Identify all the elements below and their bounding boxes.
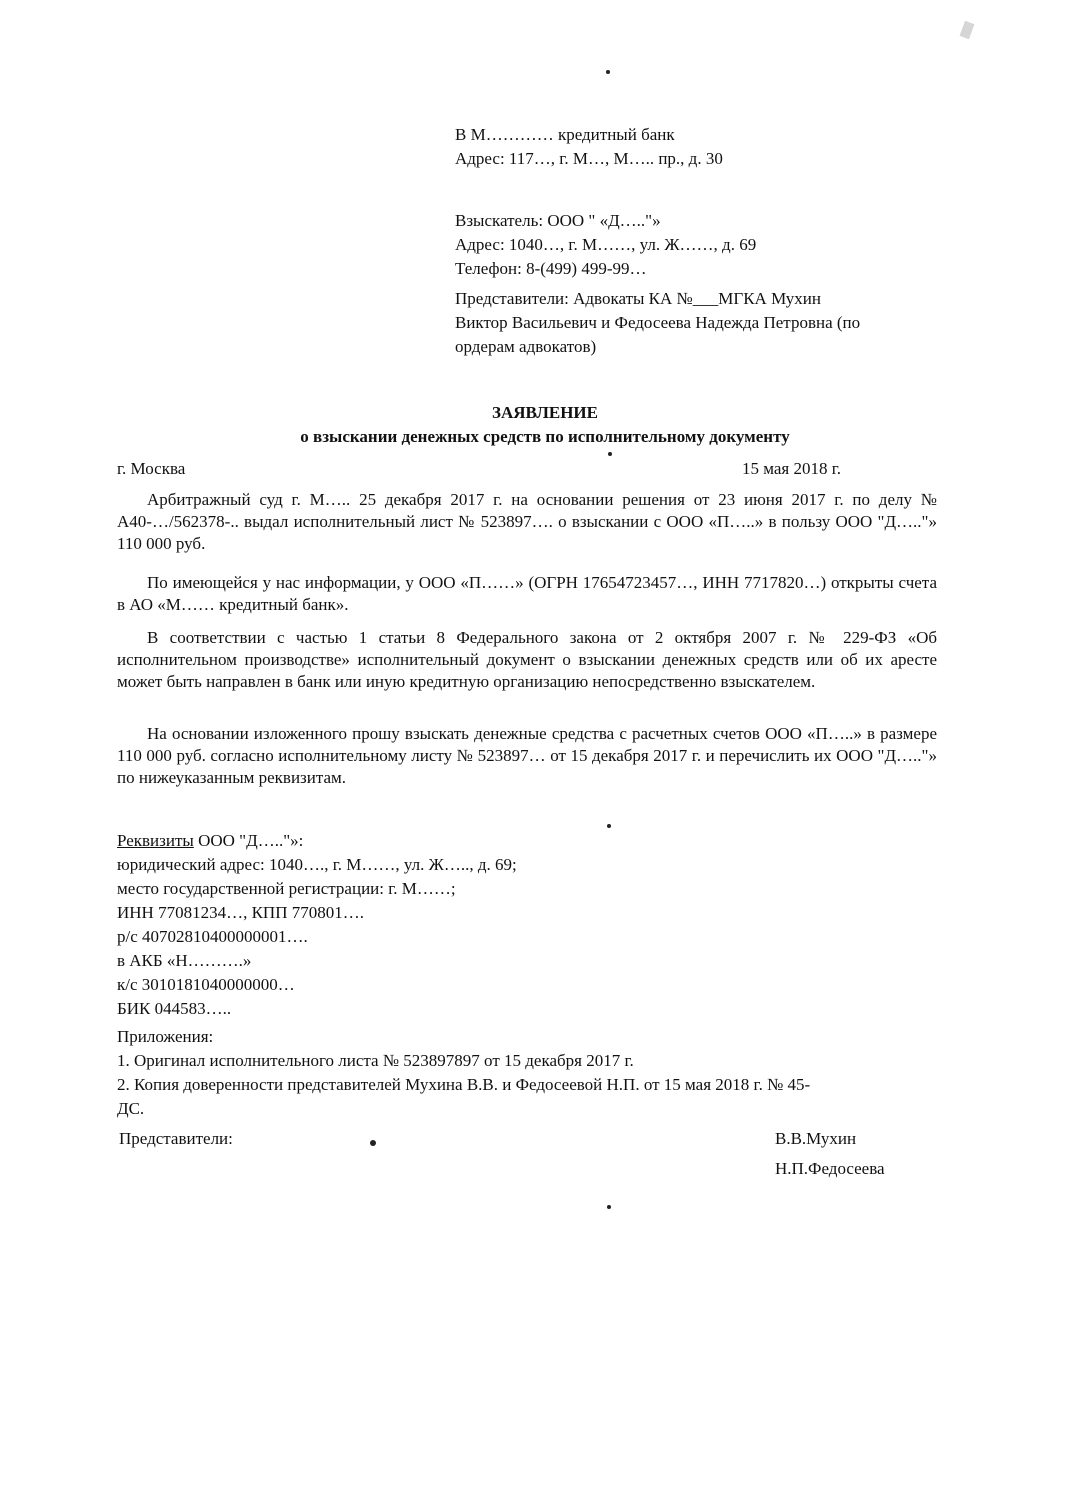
signature-label: Представители: (119, 1129, 233, 1148)
requisites-line: место государственной регистрации: г. М……; (117, 879, 456, 898)
requisites-line: БИК 044583….. (117, 999, 232, 1018)
representatives-line-1: Представители: Адвокаты КА №___МГКА Мухин (455, 289, 821, 308)
paragraph-4-text: На основании изложенного прошу взыскать денежные средства с расчетных счетов ООО «П…..» в размере 110 000 руб. согласно исполнительному листу № 523897… от 15 декабря 2017 г. и перечислить их ООО "Д….."» по нижеуказанным реквизитам. (117, 724, 937, 787)
recipient-name: В М………… кредитный банк (455, 125, 675, 144)
signature-name-2: Н.П.Федосеева (775, 1159, 885, 1178)
requisites-line: р/с 40702810400000001…. (117, 927, 308, 946)
claimant-name: Взыскатель: ООО " «Д….."» (455, 211, 661, 230)
attachment-item: 1. Оригинал исполнительного листа № 523897897 от 15 декабря 2017 г. (117, 1051, 634, 1070)
scan-dot (607, 824, 611, 828)
claimant-phone: Телефон: 8-(499) 499-99… (455, 259, 647, 278)
recipient-address: Адрес: 117…, г. М…, М….. пр., д. 30 (455, 149, 723, 168)
attachments-header: Приложения: (117, 1027, 214, 1046)
paragraph-2-text: По имеющейся у нас информации, у ООО «П……» (ОГРН 17654723457…, ИНН 7717820…) открыты счета в АО «М…… кредитный банк». (117, 573, 937, 614)
representatives-line-2: Виктор Васильевич и Федосеева Надежда Петровна (по (455, 313, 861, 332)
scan-dot (607, 1205, 611, 1209)
paragraph-4 (117, 723, 937, 789)
scan-dot (608, 452, 612, 456)
requisites-line: ИНН 77081234…, КПП 770801…. (117, 903, 364, 922)
document-title: ЗАЯВЛЕНИЕ (491, 403, 598, 422)
document-date: 15 мая 2018 г. (742, 459, 842, 478)
signature-name-1: В.В.Мухин (775, 1129, 857, 1148)
requisites-line: юридический адрес: 1040…., г. М……, ул. Ж….., д. 69; (117, 855, 517, 874)
requisites-line: в АКБ «Н……….» (117, 951, 252, 970)
requisites-header-underlined: Реквизиты (117, 831, 194, 850)
paragraph-1-text: Арбитражный суд г. М….. 25 декабря 2017 г. на основании решения от 23 июня 2017 г. по делу № А40-…/562378-.. выдал исполнительный лист № 523897…. о взыскании с ООО «П…..» в пользу ООО "Д….."» 110 000 руб. (117, 490, 937, 553)
scan-dot (606, 70, 610, 74)
representatives-line-3: ордерам адвокатов) (455, 337, 597, 356)
paragraph-2 (117, 572, 937, 616)
paragraph-3 (117, 627, 937, 693)
document-subtitle: о взыскании денежных средств по исполнительному документу (300, 427, 790, 446)
paragraph-3-text: В соответствии с частью 1 статьи 8 Федерального закона от 2 октября 2007 г. № 229-ФЗ «Об исполнительном производстве» исполнительный документ о взыскании денежных средств или об их аресте может быть направлен в банк или иную кредитную организацию непосредственно взыскателем. (117, 628, 937, 691)
scan-speck (960, 21, 975, 39)
attachment-item: ДС. (117, 1099, 145, 1118)
scan-dot (370, 1140, 376, 1146)
document-city: г. Москва (117, 459, 186, 478)
requisites-header-rest: ООО "Д….."»: (193, 831, 304, 850)
requisites-header (117, 830, 303, 852)
attachment-item: 2. Копия доверенности представителей Мухина В.В. и Федосеевой Н.П. от 15 мая 2018 г. № 45- (117, 1075, 811, 1094)
requisites-line: к/с 3010181040000000… (117, 975, 295, 994)
claimant-address: Адрес: 1040…, г. М……, ул. Ж……, д. 69 (455, 235, 757, 254)
paragraph-1 (117, 489, 937, 555)
